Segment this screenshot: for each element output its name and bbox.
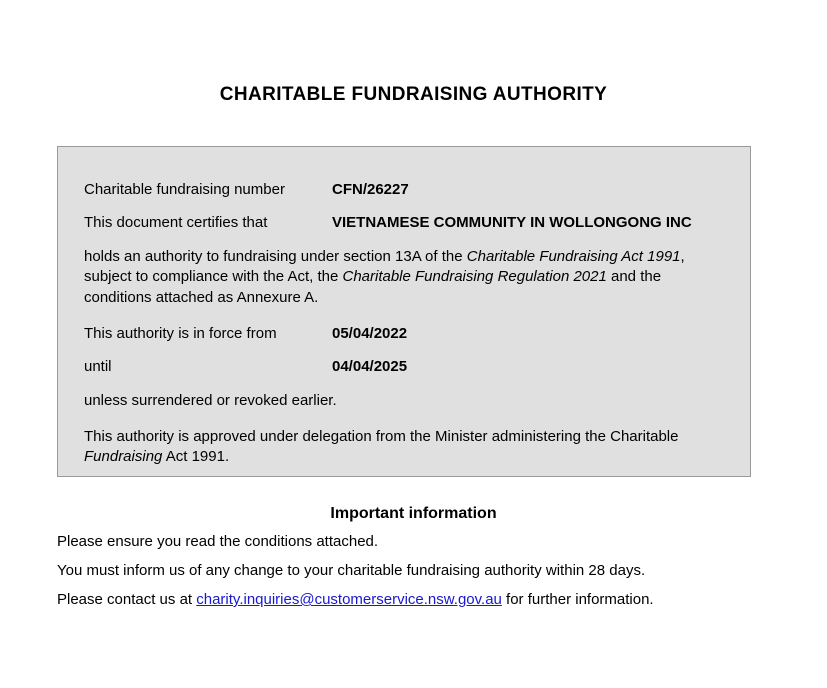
delegation-part2: Act 1991. [162, 448, 230, 466]
delegation-paragraph [84, 427, 724, 468]
important-information-heading: Important information [330, 505, 497, 522]
contact-prefix: Please contact us at [57, 591, 197, 608]
authority-act-italic: Charitable Fundraising Act 1991 [466, 248, 681, 265]
until-row [84, 358, 724, 375]
authority-part2: , subject to compliance with the Act, the [84, 248, 685, 286]
authority-part3: and the conditions attached as Annexure A. [84, 268, 662, 306]
until-date: 04/04/2025 [332, 357, 408, 375]
in-force-date: 05/04/2022 [332, 324, 408, 342]
certifies-row [84, 214, 724, 231]
certifies-label: This document certifies that [84, 214, 268, 231]
authority-paragraph [84, 247, 724, 308]
contact-suffix: for further information. [501, 591, 654, 608]
important-information-list [57, 533, 777, 620]
certificate-box [57, 146, 751, 477]
delegation-part1: This authority is approved under delegation from the Minister administering the Charitable [84, 428, 679, 445]
info-line-notify: You must inform us of any change to your charitable fundraising authority within 28 days. [57, 562, 646, 579]
fundraising-number-row [84, 181, 724, 198]
info-line-contact [57, 591, 777, 608]
organisation-name: VIETNAMESE COMMUNITY IN WOLLONGONG INC [332, 214, 692, 231]
page-title: CHARITABLE FUNDRAISING AUTHORITY [219, 84, 608, 105]
authority-part1: holds an authority to fundraising under section 13A of the [84, 248, 467, 265]
fundraising-number-label: Charitable fundraising number [84, 181, 285, 198]
info-line-conditions: Please ensure you read the conditions attached. [57, 533, 379, 550]
until-label: until [84, 357, 112, 375]
in-force-label: This authority is in force from [84, 324, 277, 342]
fundraising-number-value: CFN/26227 [332, 181, 409, 198]
unless-text: unless surrendered or revoked earlier. [84, 391, 337, 409]
in-force-row [84, 325, 724, 342]
contact-email-link[interactable]: charity.inquiries@customerservice.nsw.gov.au [196, 591, 502, 608]
delegation-italic: Fundraising [84, 448, 163, 466]
certificate-content [58, 147, 750, 468]
authority-regulation-italic: Charitable Fundraising Regulation 2021 [342, 268, 607, 286]
